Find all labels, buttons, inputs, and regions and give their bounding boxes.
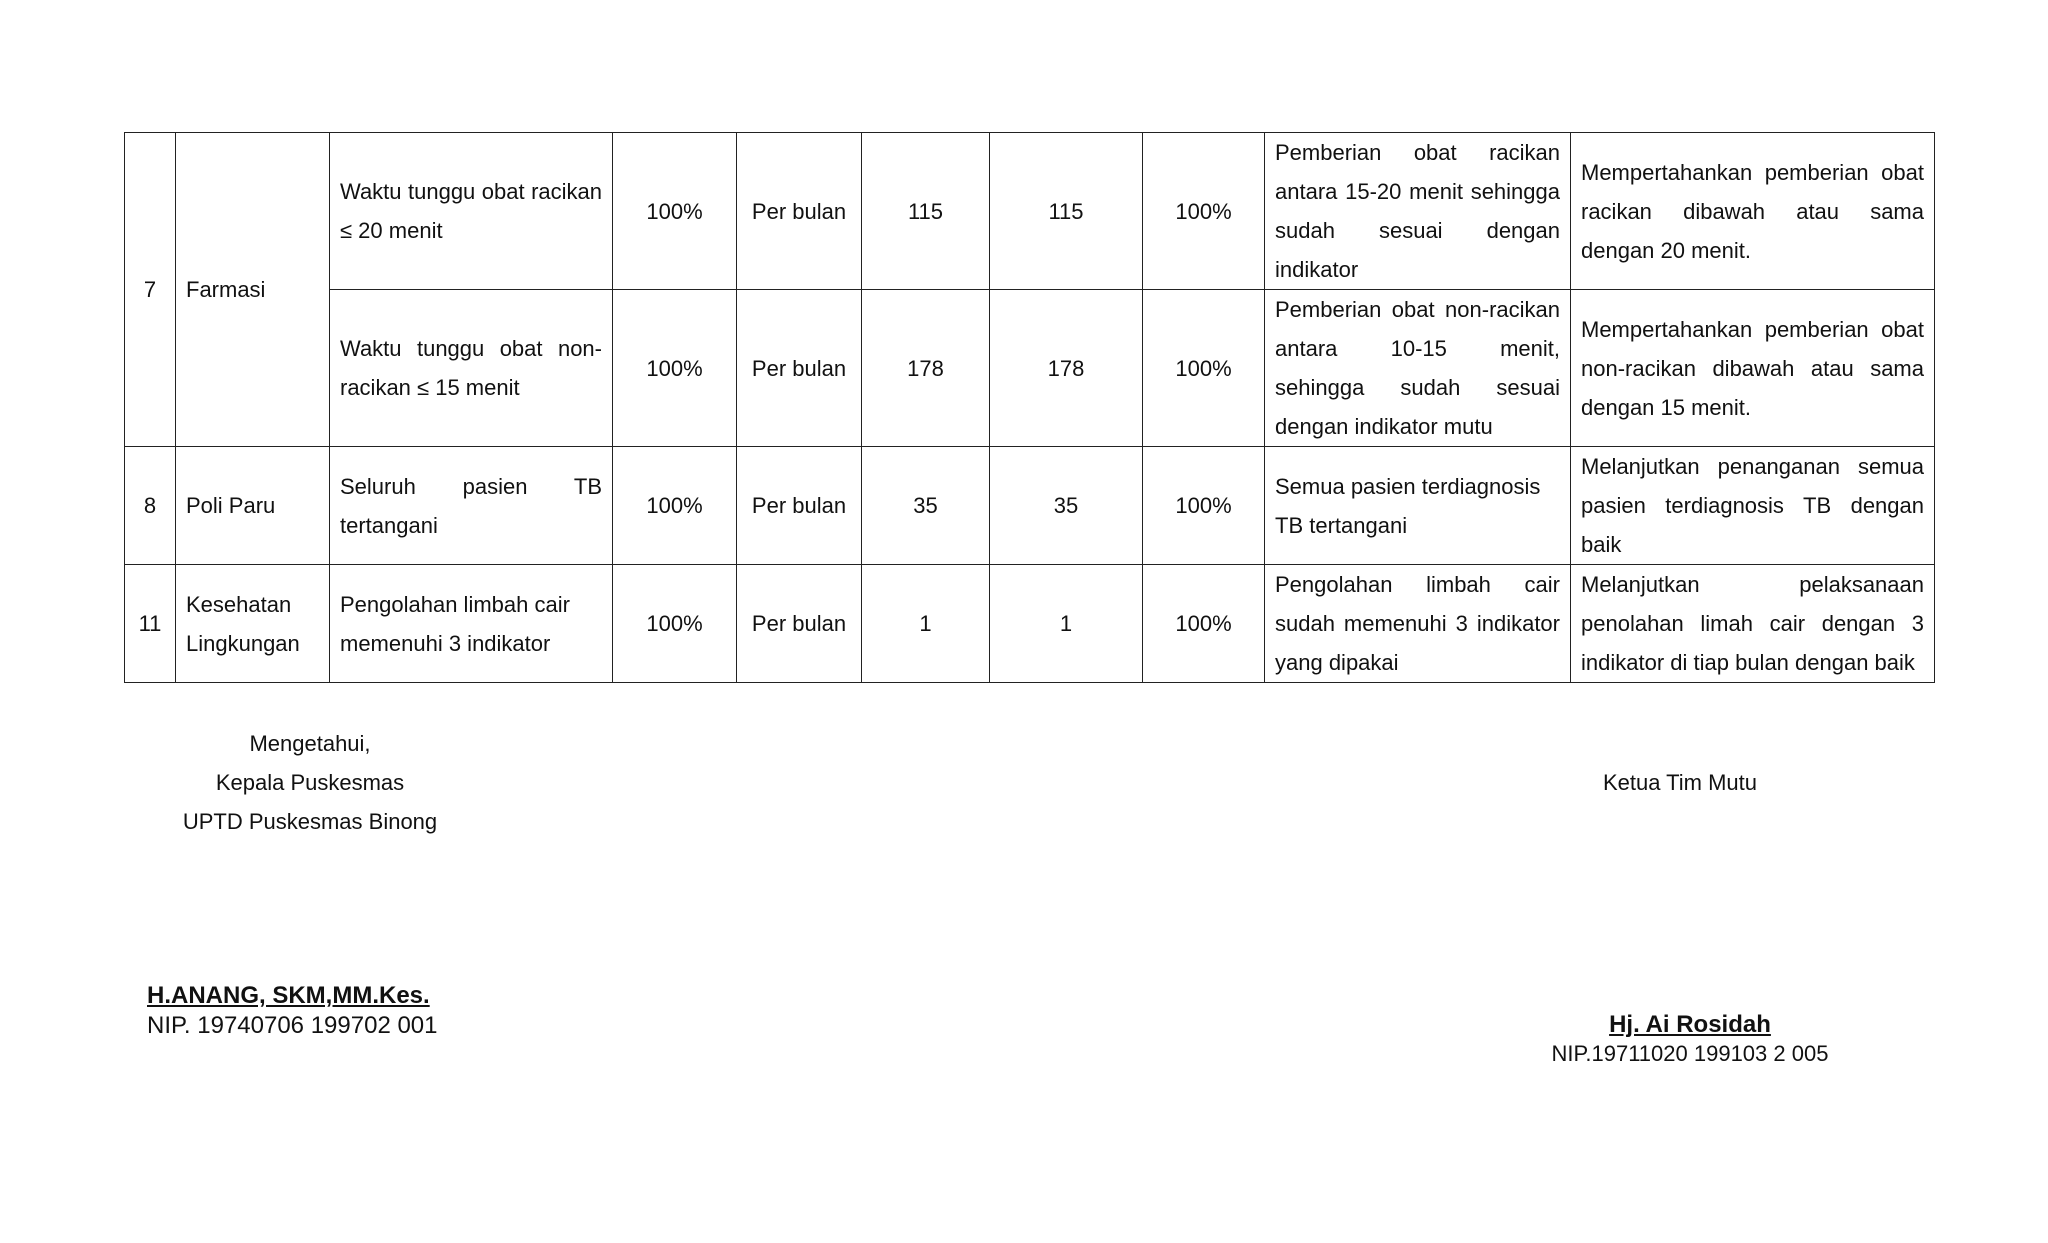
table-row: [125, 565, 1935, 683]
achievement-cell: 100%: [1143, 565, 1265, 683]
signatory-left-nip: NIP. 19740706 199702 001: [147, 1012, 438, 1039]
analysis-cell: Pengolahan limbah cair sudah memenuhi 3 indikator yang dipakai: [1265, 565, 1571, 683]
frequency-cell: Per bulan: [737, 565, 862, 683]
indicator-cell: Waktu tunggu obat racikan ≤ 20 menit: [330, 133, 613, 290]
analysis-cell: Semua pasien terdiagnosis TB tertangani: [1265, 447, 1571, 565]
indicator-cell: Pengolahan limbah cair memenuhi 3 indikator: [330, 565, 613, 683]
unit-name: Kesehatan Lingkungan: [176, 565, 330, 683]
target-cell: 100%: [613, 447, 737, 565]
numerator-cell: 178: [862, 290, 990, 447]
achievement-cell: 100%: [1143, 133, 1265, 290]
target-cell: 100%: [613, 133, 737, 290]
frequency-cell: Per bulan: [737, 133, 862, 290]
frequency-cell: Per bulan: [737, 290, 862, 447]
target-cell: 100%: [613, 565, 737, 683]
numerator-cell: 1: [862, 565, 990, 683]
follow-up-cell: Melanjutkan penanganan semua pasien terdiagnosis TB dengan baik: [1571, 447, 1935, 565]
achievement-cell: 100%: [1143, 447, 1265, 565]
table-row: [125, 290, 1935, 447]
follow-up-cell: Mempertahankan pemberian obat racikan dibawah atau sama dengan 20 menit.: [1571, 133, 1935, 290]
numerator-cell: 115: [862, 133, 990, 290]
signatory-right-name: Hj. Ai Rosidah: [1609, 1011, 1771, 1038]
table-row: [125, 447, 1935, 565]
denominator-cell: 178: [990, 290, 1143, 447]
frequency-cell: Per bulan: [737, 447, 862, 565]
follow-up-cell: Melanjutkan pelaksanaan penolahan limah cair dengan 3 indikator di tiap bulan dengan baik: [1571, 565, 1935, 683]
quality-indicator-table: [124, 132, 1935, 683]
analysis-cell: Pemberian obat non-racikan antara 10-15 menit, sehingga sudah sesuai dengan indikator mutu: [1265, 290, 1571, 447]
unit-name: Poli Paru: [176, 447, 330, 565]
row-number: 7: [125, 133, 176, 447]
follow-up-cell: Mempertahankan pemberian obat non-racikan dibawah atau sama dengan 15 menit.: [1571, 290, 1935, 447]
signature-right-title: Ketua Tim Mutu: [1602, 770, 1758, 795]
denominator-cell: 115: [990, 133, 1143, 290]
denominator-cell: 1: [990, 565, 1143, 683]
unit-name: Farmasi: [176, 133, 330, 447]
signature-left-header: [140, 724, 480, 841]
position-label: Kepala Puskesmas: [215, 770, 405, 795]
acknowledge-label: Mengetahui,: [249, 731, 371, 756]
signatory-left-name: H.ANANG, SKM,MM.Kes.: [147, 982, 430, 1009]
indicator-cell: Seluruh pasien TB tertangani: [330, 447, 613, 565]
row-number: 8: [125, 447, 176, 565]
institution-label: UPTD Puskesmas Binong: [182, 809, 438, 834]
achievement-cell: 100%: [1143, 290, 1265, 447]
row-number: 11: [125, 565, 176, 683]
table-row: [125, 133, 1935, 290]
indicator-cell: Waktu tunggu obat non-racikan ≤ 15 menit: [330, 290, 613, 447]
signatory-right-nip: NIP.19711020 199103 2 005: [1551, 1041, 1829, 1066]
numerator-cell: 35: [862, 447, 990, 565]
target-cell: 100%: [613, 290, 737, 447]
analysis-cell: Pemberian obat racikan antara 15-20 menit sehingga sudah sesuai dengan indikator: [1265, 133, 1571, 290]
denominator-cell: 35: [990, 447, 1143, 565]
